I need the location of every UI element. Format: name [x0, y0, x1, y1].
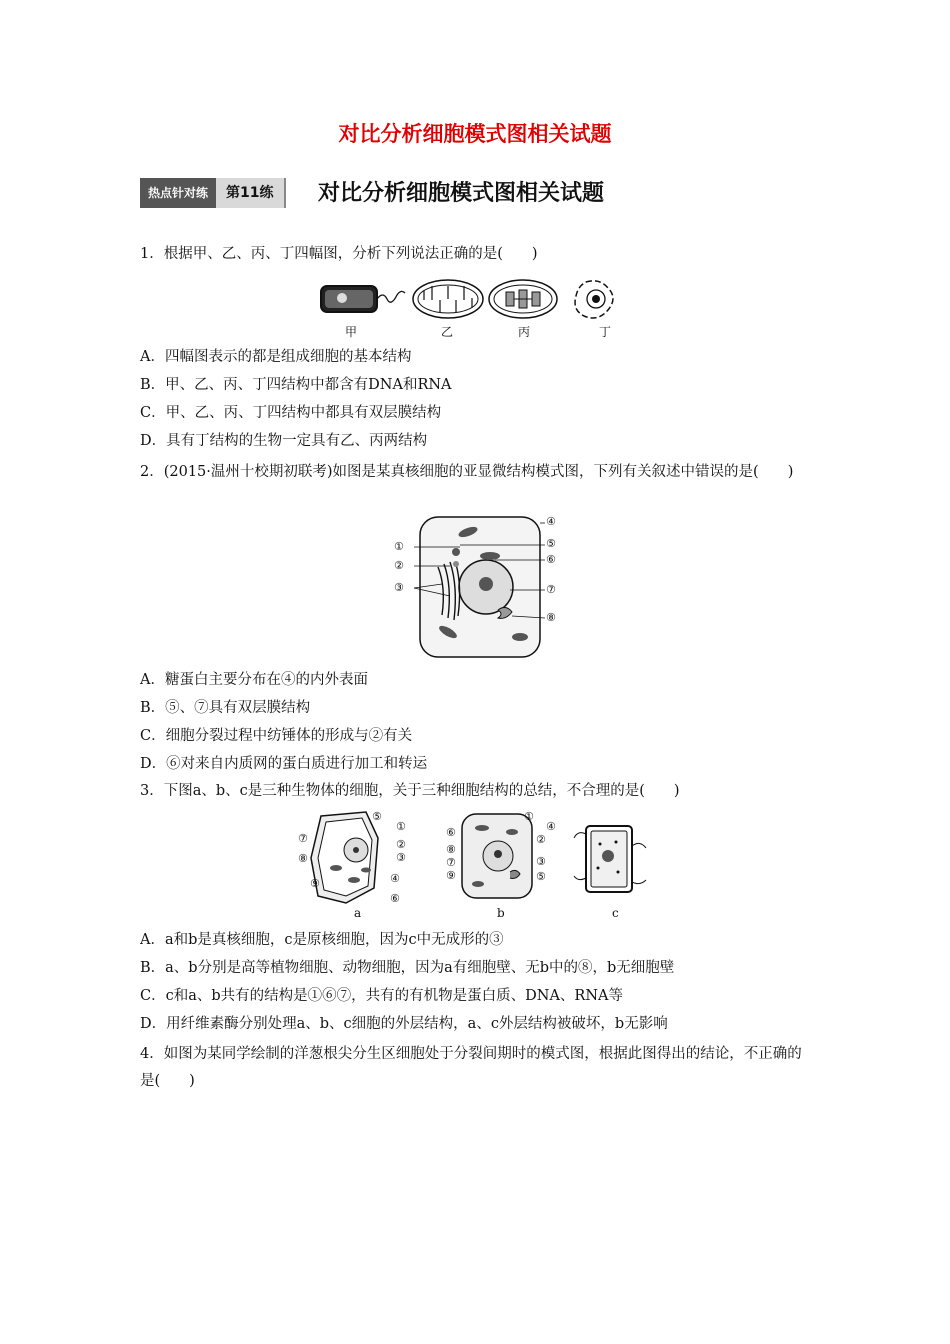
- q1-option-b: B．甲、乙、丙、丁四结构中都含有DNA和RNA: [140, 377, 452, 393]
- q3b-label-1: ①: [524, 810, 534, 823]
- q3-option-a: A．a和b是真核细胞，c是原核细胞，因为c中无成形的③: [140, 932, 504, 948]
- section-tag: 热点针对练: [140, 178, 216, 208]
- q3a-label-4: ④: [390, 872, 400, 885]
- q3b-label-9: ⑨: [446, 869, 456, 882]
- q2-label-8: ⑧: [546, 611, 556, 624]
- q3-caption-c: c: [612, 906, 619, 920]
- question-3-stem: 3．下图a、b、c是三种生物体的细胞，关于三种细胞结构的总结，不合理的是( ): [140, 783, 680, 799]
- lesson-number: 第11练: [216, 178, 285, 208]
- q3b-label-2: ②: [536, 833, 546, 846]
- q3a-label-8: ⑧: [298, 852, 308, 865]
- mitochondrion-icon: [413, 280, 483, 318]
- page-title: 对比分析细胞模式图相关试题: [338, 122, 612, 146]
- q1-label-bing: 丙: [518, 325, 531, 339]
- q3b-label-6: ⑥: [446, 826, 456, 839]
- q2-option-b: B．⑤、⑦具有双层膜结构: [140, 700, 311, 716]
- section-header: [140, 178, 286, 208]
- q3b-label-3: ③: [536, 855, 546, 868]
- q2-label-1: ①: [394, 540, 404, 553]
- q3a-label-6: ⑥: [390, 892, 400, 905]
- q2-cell-figure: [390, 512, 570, 662]
- nucleus-icon: [575, 281, 613, 318]
- q3b-label-8: ⑧: [446, 843, 456, 856]
- q3-option-c: C．c和a、b共有的结构是①⑥⑦，共有的有机物是蛋白质、DNA、RNA等: [140, 988, 624, 1004]
- q1-label-jia: 甲: [345, 325, 358, 339]
- q2-label-3: ③: [394, 581, 404, 594]
- q2-label-7: ⑦: [546, 583, 556, 596]
- q2-option-d: D．⑥对来自内质网的蛋白质进行加工和转运: [140, 756, 428, 772]
- q1-label-yi: 乙: [441, 325, 454, 339]
- q1-figure: [318, 276, 638, 336]
- q2-label-5: ⑤: [546, 537, 556, 550]
- q3a-label-1: ①: [396, 820, 406, 833]
- q2-label-6: ⑥: [546, 553, 556, 566]
- q3b-label-4: ④: [546, 820, 556, 833]
- question-4-stem: 4．如图为某同学绘制的洋葱根尖分生区细胞处于分裂间期时的模式图，根据此图得出的结论，不正确的是( ): [140, 1046, 802, 1089]
- q2-option-c: C．细胞分裂过程中纺锤体的形成与②有关: [140, 728, 413, 744]
- q3a-label-3: ③: [396, 851, 406, 864]
- q2-label-4: ④: [546, 515, 556, 528]
- q3b-label-5: ⑤: [536, 870, 546, 883]
- q3-animal-cell-figure: [458, 810, 538, 902]
- q3-option-b: B．a、b分别是高等植物细胞、动物细胞，因为a有细胞壁、无b中的⑧，b无细胞壁: [140, 960, 675, 976]
- bacterium-icon: [321, 286, 405, 312]
- q3-caption-a: a: [354, 906, 362, 920]
- q2-label-2: ②: [394, 559, 404, 572]
- q3-caption-b: b: [497, 906, 505, 920]
- q3-prokaryote-figure: [570, 822, 650, 896]
- q1-label-ding: 丁: [599, 325, 612, 339]
- q1-option-c: C．甲、乙、丙、丁四结构中都具有双层膜结构: [140, 405, 442, 421]
- q3a-label-2: ②: [396, 838, 406, 851]
- section-title: 对比分析细胞模式图相关试题: [318, 181, 605, 206]
- question-2-stem: 2．(2015·温州十校期初联考)如图是某真核细胞的亚显微结构模式图，下列有关叙述中错误的是( ): [140, 464, 794, 480]
- q1-option-a: A．四幅图表示的都是组成细胞的基本结构: [140, 349, 412, 365]
- q1-option-d: D．具有丁结构的生物一定具有乙、丙两结构: [140, 433, 428, 449]
- q2-option-a: A．糖蛋白主要分布在④的内外表面: [140, 672, 368, 688]
- q3a-label-7: ⑦: [298, 832, 308, 845]
- q3-option-d: D．用纤维素酶分别处理a、b、c细胞的外层结构，a、c外层结构被破坏，b无影响: [140, 1016, 668, 1032]
- question-1-stem: 1．根据甲、乙、丙、丁四幅图，分析下列说法正确的是( ): [140, 246, 538, 262]
- chloroplast-icon: [489, 280, 557, 318]
- q3a-label-9: ⑨: [310, 877, 320, 890]
- q3a-label-5: ⑤: [372, 810, 382, 823]
- q3b-label-7: ⑦: [446, 856, 456, 869]
